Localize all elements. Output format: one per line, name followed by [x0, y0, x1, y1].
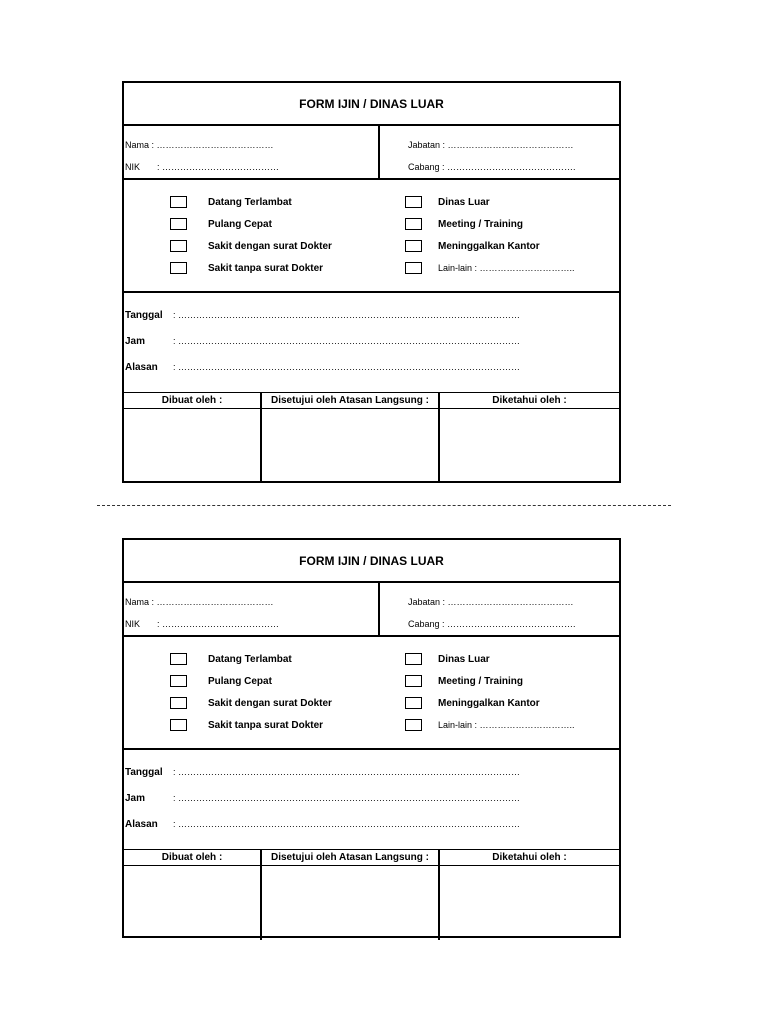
diketahui-oleh-header: Diketahui oleh : [492, 852, 567, 863]
option-pulang-cepat[interactable] [170, 674, 272, 688]
alasan-field[interactable] [125, 819, 520, 830]
employee-identity [124, 583, 380, 635]
signature-boxes [124, 409, 619, 483]
option-label: Meeting / Training [438, 218, 524, 230]
employee-info-row [124, 583, 619, 637]
option-label: Sakit tanpa surat Dokter [208, 262, 324, 274]
permit-details [124, 750, 619, 850]
checkbox[interactable] [170, 196, 187, 208]
nik-label: NIK [125, 619, 141, 629]
nik-field[interactable] [125, 162, 279, 172]
dibuat-oleh-header: Dibuat oleh : [124, 393, 262, 408]
tanggal-field[interactable] [125, 310, 520, 321]
jam-label: Jam [125, 793, 146, 804]
option-label: Sakit tanpa surat Dokter [208, 719, 324, 731]
checkbox[interactable] [170, 240, 187, 252]
jabatan-field[interactable]: Jabatan : …………………………………… [408, 597, 574, 607]
option-meninggalkan-kantor[interactable] [405, 696, 540, 710]
checkbox[interactable] [405, 240, 422, 252]
alasan-label: Alasan [125, 819, 158, 830]
diketahui-oleh-signature-box[interactable] [440, 866, 619, 940]
checkbox[interactable] [170, 675, 187, 687]
dibuat-oleh-signature-box[interactable] [124, 409, 262, 483]
disetujui-oleh-signature-box[interactable] [262, 866, 440, 940]
option-sakit-tanpa-surat[interactable] [170, 718, 323, 732]
employee-position [380, 583, 619, 635]
dibuat-oleh-header: Dibuat oleh : [124, 850, 262, 865]
option-label: Lain-lain : ………………………….. [438, 720, 575, 730]
jam-dots: : …………………………………………………………………………………………………… [173, 793, 521, 803]
nama-field[interactable]: Nama : ………………………………… [125, 140, 274, 150]
cabang-field[interactable]: Cabang : ……………………………………. [408, 162, 576, 172]
option-label: Datang Terlambat [208, 653, 292, 665]
diketahui-oleh-signature-box[interactable] [440, 409, 619, 483]
permit-type-options [124, 637, 619, 750]
option-datang-terlambat[interactable] [170, 652, 292, 666]
checkbox[interactable] [405, 262, 422, 274]
form-title: FORM IJIN / DINAS LUAR [124, 540, 619, 583]
tanggal-label: Tanggal [125, 310, 163, 321]
disetujui-oleh-header: Disetujui oleh Atasan Langsung : [262, 850, 440, 865]
option-label: Pulang Cepat [208, 218, 272, 230]
jabatan-field[interactable]: Jabatan : …………………………………… [408, 140, 574, 150]
signature-section [124, 850, 619, 940]
signature-headers [124, 393, 619, 409]
option-lain-lain[interactable] [405, 718, 575, 732]
option-lain-lain[interactable] [405, 261, 575, 275]
permit-type-options [124, 180, 619, 293]
option-label: Datang Terlambat [208, 196, 292, 208]
jam-field[interactable] [125, 793, 520, 804]
checkbox[interactable] [405, 719, 422, 731]
nik-value: : ………………………………… [157, 619, 280, 629]
tanggal-field[interactable] [125, 767, 520, 778]
checkbox[interactable] [170, 697, 187, 709]
option-sakit-dengan-surat[interactable] [170, 696, 332, 710]
checkbox[interactable] [405, 196, 422, 208]
permit-form-1 [122, 81, 621, 483]
option-label: Meninggalkan Kantor [438, 697, 540, 709]
tanggal-label: Tanggal [125, 767, 163, 778]
nik-field[interactable] [125, 619, 279, 629]
option-pulang-cepat[interactable] [170, 217, 272, 231]
nama-field[interactable]: Nama : ………………………………… [125, 597, 274, 607]
jam-field[interactable] [125, 336, 520, 347]
tanggal-dots: : …………………………………………………………………………………………………… [173, 767, 521, 777]
dibuat-oleh-signature-box[interactable] [124, 866, 262, 940]
option-label: Dinas Luar [438, 196, 490, 208]
alasan-field[interactable] [125, 362, 520, 373]
diketahui-oleh-header: Diketahui oleh : [492, 395, 567, 406]
nik-value: : ………………………………… [157, 162, 280, 172]
checkbox[interactable] [405, 675, 422, 687]
checkbox[interactable] [170, 262, 187, 274]
checkbox[interactable] [170, 719, 187, 731]
employee-identity [124, 126, 380, 178]
signature-boxes [124, 866, 619, 940]
disetujui-oleh-signature-box[interactable] [262, 409, 440, 483]
nik-label: NIK [125, 162, 141, 172]
option-meeting-training[interactable] [405, 674, 523, 688]
alasan-label: Alasan [125, 362, 158, 373]
employee-info-row [124, 126, 619, 180]
tanggal-dots: : …………………………………………………………………………………………………… [173, 310, 521, 320]
jam-dots: : …………………………………………………………………………………………………… [173, 336, 521, 346]
option-label: Pulang Cepat [208, 675, 272, 687]
option-sakit-dengan-surat[interactable] [170, 239, 332, 253]
checkbox[interactable] [170, 218, 187, 230]
option-sakit-tanpa-surat[interactable] [170, 261, 323, 275]
option-label: Sakit dengan surat Dokter [208, 697, 332, 709]
option-label: Meninggalkan Kantor [438, 240, 540, 252]
checkbox[interactable] [405, 653, 422, 665]
option-label: Dinas Luar [438, 653, 490, 665]
cabang-field[interactable]: Cabang : ……………………………………. [408, 619, 576, 629]
option-label: Sakit dengan surat Dokter [208, 240, 332, 252]
checkbox[interactable] [405, 697, 422, 709]
alasan-dots: : …………………………………………………………………………………………………… [173, 362, 521, 372]
option-label: Meeting / Training [438, 675, 524, 687]
option-meeting-training[interactable] [405, 217, 523, 231]
employee-position [380, 126, 619, 178]
cut-line-divider [97, 505, 671, 506]
permit-form-2 [122, 538, 621, 938]
checkbox[interactable] [170, 653, 187, 665]
alasan-dots: : …………………………………………………………………………………………………… [173, 819, 521, 829]
checkbox[interactable] [405, 218, 422, 230]
option-dinas-luar[interactable] [405, 652, 490, 666]
option-dinas-luar[interactable] [405, 195, 490, 209]
signature-section [124, 393, 619, 483]
permit-details [124, 293, 619, 393]
option-datang-terlambat[interactable] [170, 195, 292, 209]
option-meninggalkan-kantor[interactable] [405, 239, 540, 253]
jam-label: Jam [125, 336, 146, 347]
disetujui-oleh-header: Disetujui oleh Atasan Langsung : [262, 393, 440, 408]
form-title: FORM IJIN / DINAS LUAR [124, 83, 619, 126]
signature-headers [124, 850, 619, 866]
option-label: Lain-lain : ………………………….. [438, 263, 575, 273]
